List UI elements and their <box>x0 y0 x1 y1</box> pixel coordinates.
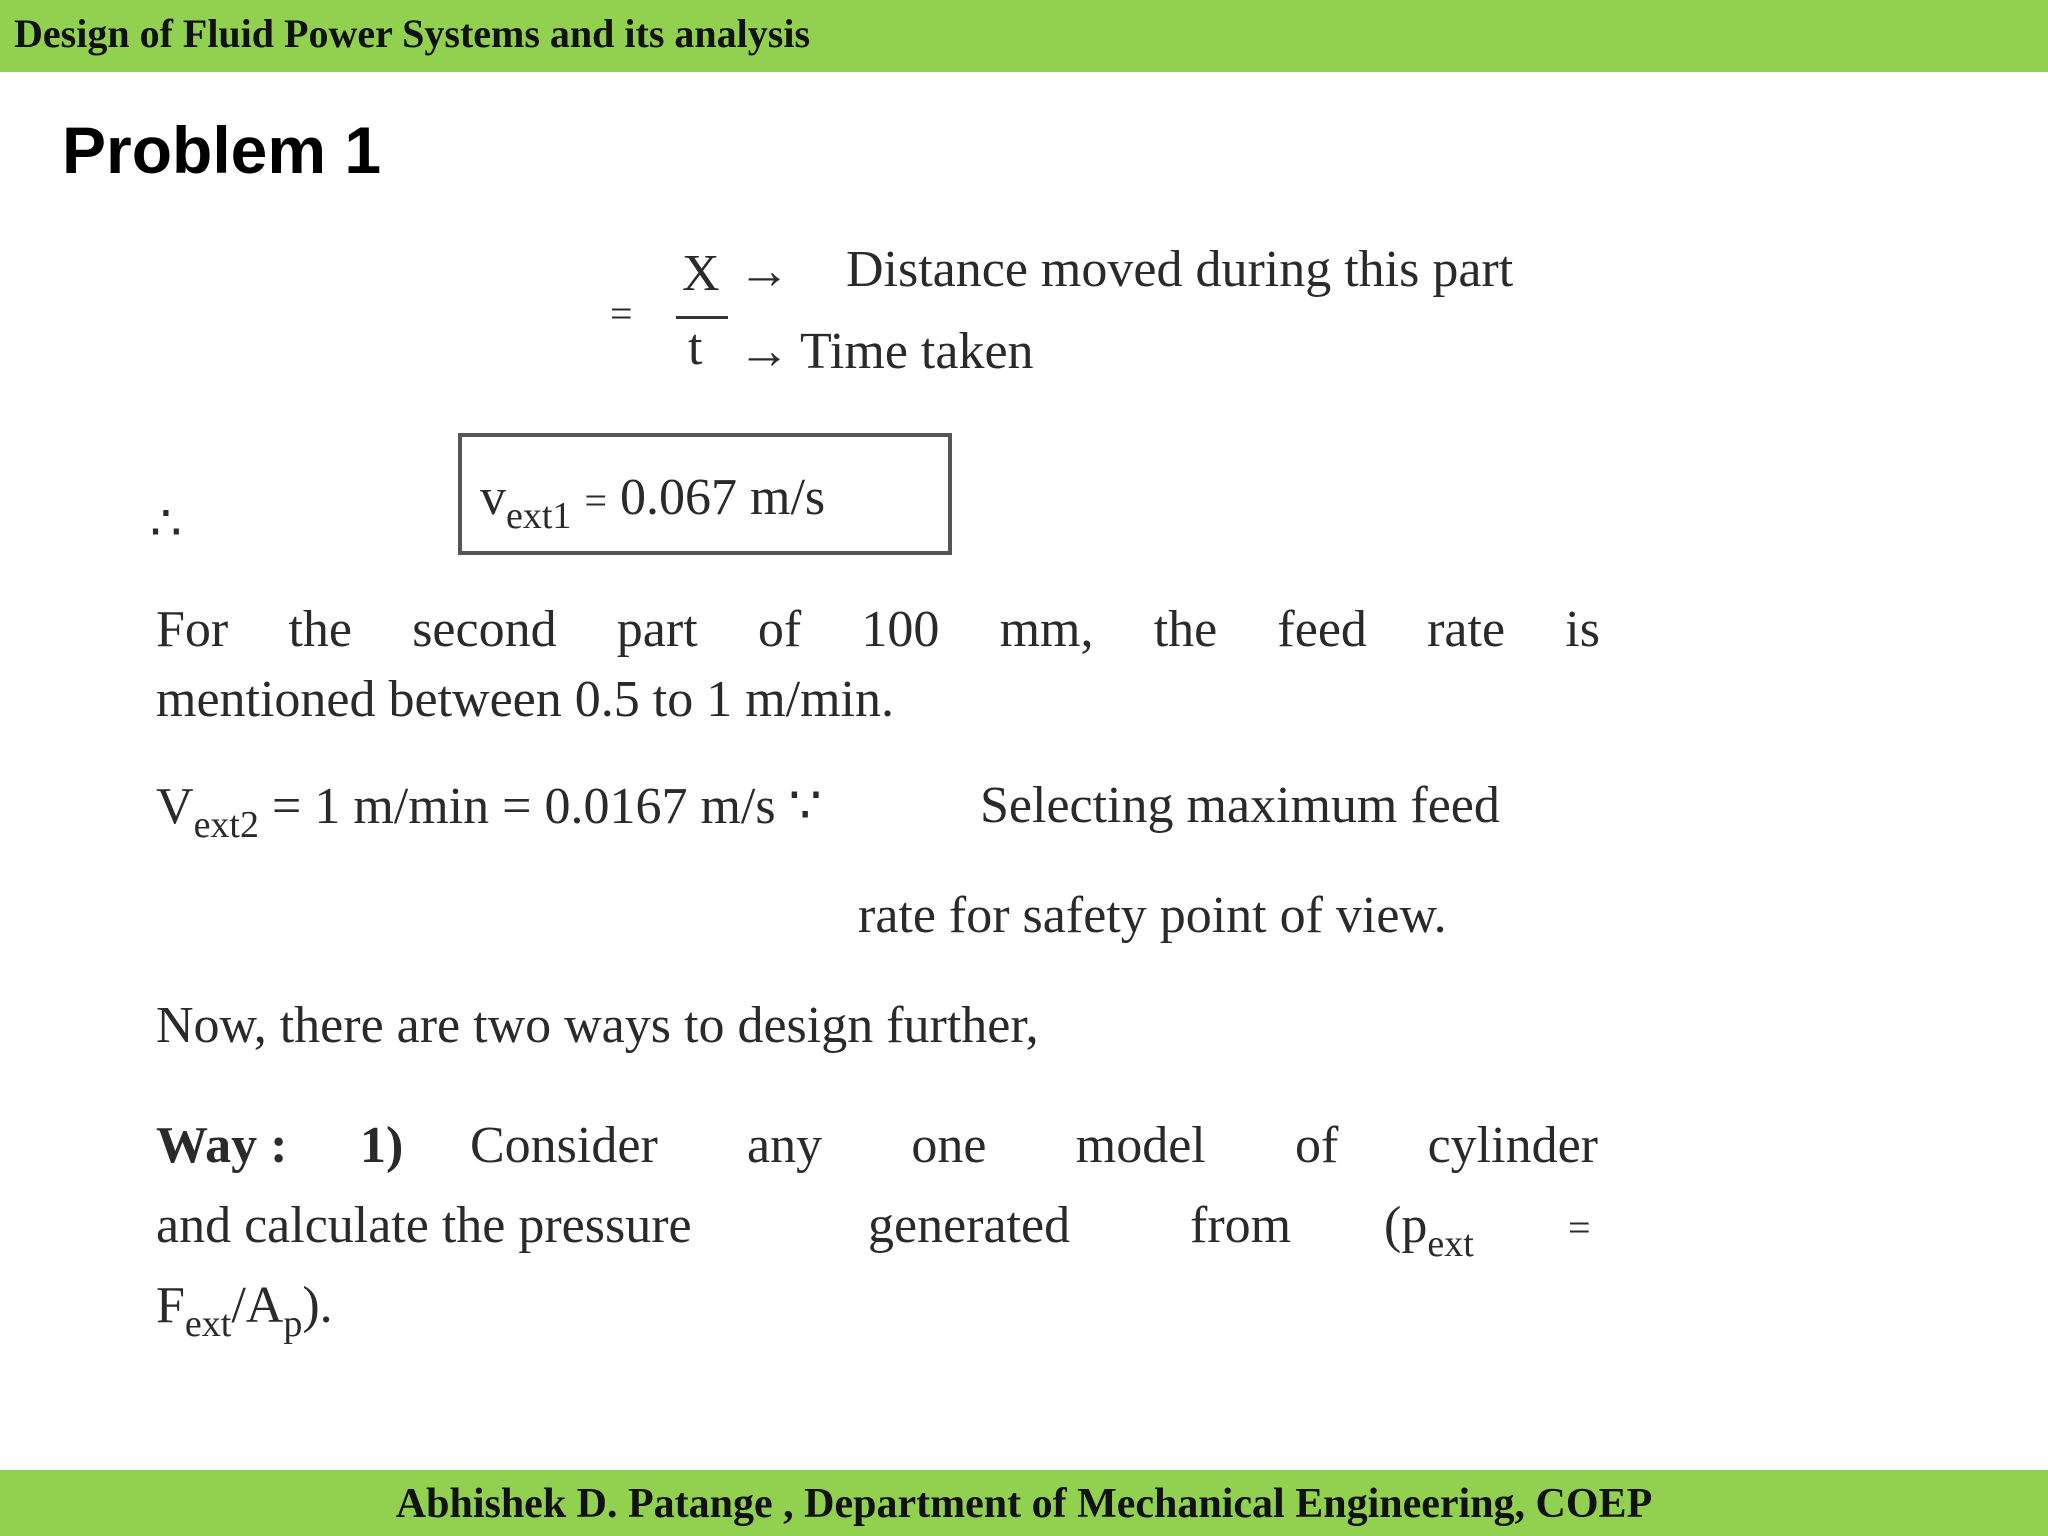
paragraph2: Now, there are two ways to design further, <box>156 997 1039 1054</box>
paragraph1-line1 <box>156 600 1600 659</box>
word: second <box>412 601 557 658</box>
word: is <box>1565 601 1600 658</box>
word: model <box>1075 1117 1206 1174</box>
word: mm, <box>999 601 1094 658</box>
fraction-numerator: X <box>682 245 720 302</box>
f-symbol: F <box>156 1277 185 1334</box>
word: of <box>1295 1117 1339 1174</box>
vext2-note-line2: rate for safety point of view. <box>858 887 1447 944</box>
way-line2-part1: and calculate the pressure <box>156 1197 692 1254</box>
therefore-symbol: ∴ <box>150 495 182 551</box>
word: Consider <box>470 1117 658 1174</box>
vext1-symbol: v <box>480 469 506 526</box>
numerator-note: Distance moved during this part <box>846 241 1514 298</box>
vext2-expression: = 1 m/min = 0.0167 m/s <box>272 778 776 835</box>
word: rate <box>1427 601 1506 658</box>
word: part <box>616 601 698 658</box>
divide-a: /A <box>231 1277 284 1334</box>
course-title: Design of Fluid Power Systems and its analysis <box>14 11 811 56</box>
way-number: 1) <box>360 1117 404 1174</box>
vext1-equals: = <box>584 478 607 523</box>
fraction-denominator: t <box>688 319 703 376</box>
denominator-note: Time taken <box>800 323 1034 380</box>
way-line2-part2: generated <box>868 1197 1071 1254</box>
vext2-symbol: V <box>156 778 194 835</box>
p-symbol: (p <box>1384 1197 1428 1254</box>
fraction-equals: = <box>610 291 633 336</box>
word: the <box>288 601 352 658</box>
because-symbol: ∵ <box>788 778 822 835</box>
p-equals: = <box>1568 1205 1591 1250</box>
vext2-note-line1: Selecting maximum feed <box>980 777 1500 834</box>
f-subscript: ext <box>184 1303 232 1345</box>
f-ext-expression <box>156 1276 333 1345</box>
p-ext-expression <box>1384 1196 1474 1265</box>
close-paren: ). <box>302 1277 333 1334</box>
word: For <box>156 601 229 658</box>
word: cylinder <box>1427 1117 1598 1174</box>
p-subscript: ext <box>1427 1223 1474 1265</box>
word: the <box>1153 601 1218 658</box>
word: any <box>747 1117 823 1174</box>
word: one <box>911 1117 987 1174</box>
word: of <box>757 601 802 658</box>
denominator-arrow-icon: → <box>738 323 790 380</box>
word: 100 <box>861 601 940 658</box>
vext2-equation <box>156 776 822 846</box>
author-credit: Abhishek D. Patange , Department of Mechanical Engineering, COEP <box>395 1481 1653 1527</box>
vext1-subscript: ext1 <box>506 495 572 537</box>
word: feed <box>1277 601 1367 658</box>
way-line2-part3: from <box>1190 1197 1292 1254</box>
numerator-arrow-icon: → <box>738 243 790 300</box>
a-subscript: p <box>283 1303 303 1345</box>
vext1-equation <box>480 468 826 537</box>
slide-title: Problem 1 <box>62 113 382 187</box>
way-label: Way : <box>156 1117 288 1174</box>
vext2-subscript: ext2 <box>193 804 259 846</box>
footer-bar <box>0 1470 2048 1536</box>
vext1-value: 0.067 m/s <box>620 469 826 526</box>
header-bar <box>0 0 2048 72</box>
way-line1 <box>470 1116 1598 1175</box>
paragraph1-line2: mentioned between 0.5 to 1 m/min. <box>156 671 894 728</box>
